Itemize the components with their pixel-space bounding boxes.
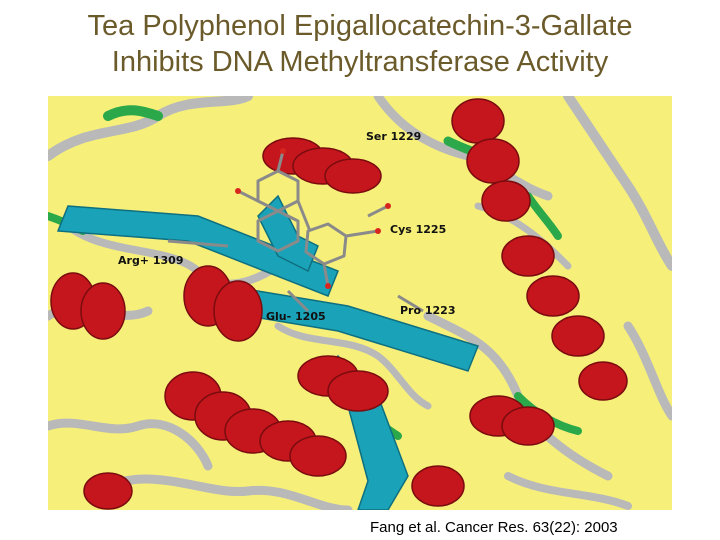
title-line-1: Tea Polyphenol Epigallocatechin-3-Gallate <box>87 10 633 42</box>
label-ser-1229: Ser 1229 <box>366 130 422 143</box>
label-glu-1205: Glu- 1205 <box>266 310 326 323</box>
citation-text: Fang et al. Cancer Res. 63(22): 2003 <box>370 519 618 536</box>
beta-strands <box>58 196 478 510</box>
label-arg-1309: Arg+ 1309 <box>118 254 184 267</box>
label-cys-1225: Cys 1225 <box>390 223 447 236</box>
slide-title <box>0 8 720 80</box>
label-pro-1223: Pro 1223 <box>400 304 456 317</box>
protein-structure-image <box>48 96 672 510</box>
title-line-2: Inhibits DNA Methyltransferase Activity <box>111 46 609 78</box>
